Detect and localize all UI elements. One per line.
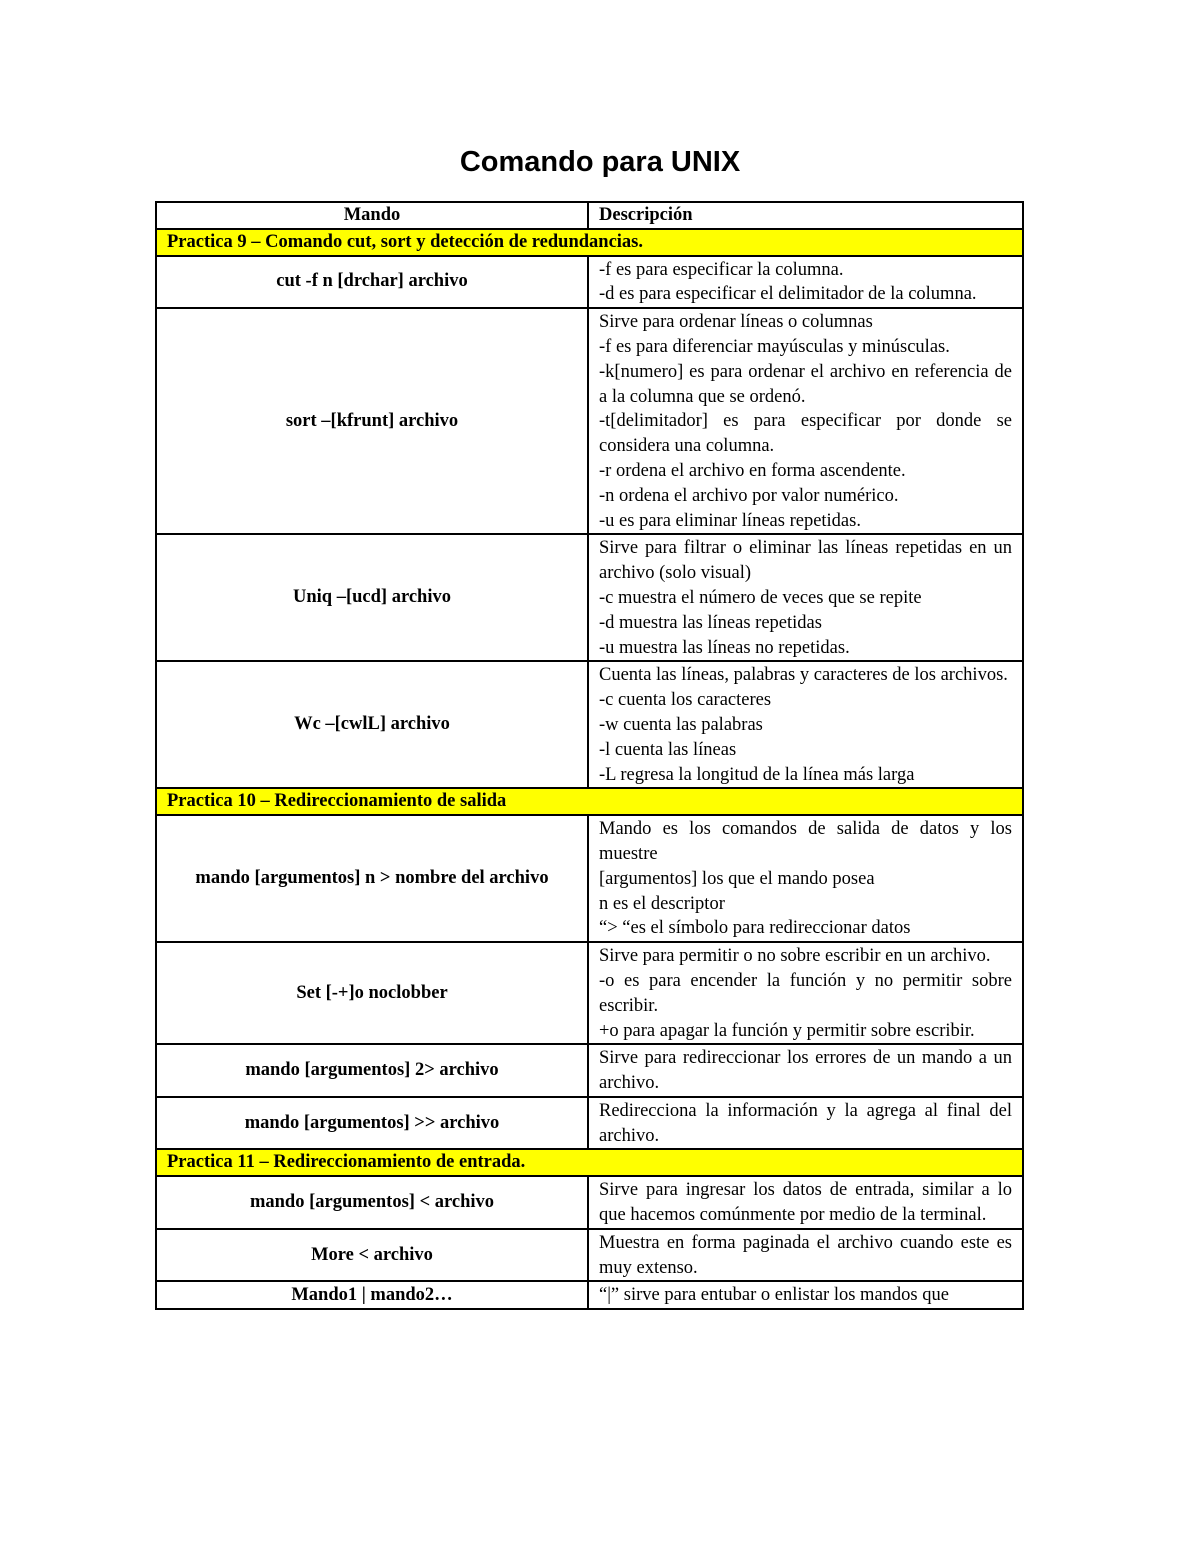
column-header-description: Descripción (588, 202, 1023, 229)
section-row (156, 1149, 1023, 1176)
table-row (156, 1281, 1023, 1309)
description-line: Muestra en forma paginada el archivo cuando este es muy extenso. (599, 1232, 1012, 1278)
section-heading: Practica 11 – Redireccionamiento de entrada. (156, 1149, 1023, 1176)
description-cell (588, 308, 1023, 534)
description-line: -u muestra las líneas no repetidas. (599, 637, 850, 658)
description-line: Cuenta las líneas, palabras y caracteres de los archivos. (599, 665, 1008, 686)
description-line: Redirecciona la información y la agrega al final del archivo. (599, 1100, 1012, 1146)
section-row (156, 229, 1023, 256)
description-line: -n ordena el archivo por valor numérico. (599, 485, 899, 506)
description-line: -w cuenta las palabras (599, 714, 763, 735)
description-line: [argumentos] los que el mando posea (599, 868, 875, 889)
description-line: Sirve para redireccionar los errores de un mando a un archivo. (599, 1048, 1012, 1094)
description-line: -c cuenta los caracteres (599, 690, 772, 711)
command-cell: cut -f n [drchar] archivo (156, 256, 588, 309)
description-cell (588, 1229, 1023, 1282)
section-heading: Practica 9 – Comando cut, sort y detección de redundancias. (156, 229, 1023, 256)
column-header-command: Mando (156, 202, 588, 229)
description-line: -u es para eliminar líneas repetidas. (599, 510, 861, 531)
command-table-body (156, 202, 1023, 1309)
command-cell: mando [argumentos] < archivo (156, 1176, 588, 1229)
command-cell: Wc –[cwlL] archivo (156, 661, 588, 788)
table-row (156, 942, 1023, 1044)
command-cell: Set [-+]o noclobber (156, 942, 588, 1044)
description-line: “> “es el símbolo para redireccionar datos (599, 918, 911, 939)
command-cell: More < archivo (156, 1229, 588, 1282)
table-row (156, 1097, 1023, 1150)
description-line: Sirve para ordenar líneas o columnas (599, 312, 873, 333)
description-line: -d es para especificar el delimitador de la columna. (599, 284, 977, 305)
description-line: -t[delimitador] es para especificar por donde se considera una columna. (599, 411, 1012, 457)
description-line: Mando es los comandos de salida de datos y los muestre (599, 819, 1012, 864)
section-heading: Practica 10 – Redireccionamiento de salida (156, 788, 1023, 815)
description-cell (588, 1281, 1023, 1309)
command-cell: sort –[kfrunt] archivo (156, 308, 588, 534)
description-cell (588, 1044, 1023, 1097)
description-line: +o para apagar la función y permitir sobre escribir. (599, 1020, 975, 1041)
command-table (155, 201, 1024, 1310)
description-line: -o es para encender la función y no permitir sobre escribir. (599, 970, 1012, 1016)
table-row (156, 308, 1023, 534)
description-cell (588, 256, 1023, 309)
description-cell (588, 1176, 1023, 1229)
table-row (156, 1176, 1023, 1229)
description-cell (588, 1097, 1023, 1150)
command-cell: Uniq –[ucd] archivo (156, 534, 588, 661)
table-row (156, 1044, 1023, 1097)
description-line: -r ordena el archivo en forma ascendente. (599, 460, 906, 481)
description-line: n es el descriptor (599, 893, 725, 914)
table-row (156, 815, 1023, 942)
table-row (156, 661, 1023, 788)
command-cell: mando [argumentos] >> archivo (156, 1097, 588, 1150)
description-line: Sirve para permitir o no sobre escribir en un archivo. (599, 946, 991, 967)
description-line: -L regresa la longitud de la línea más larga (599, 764, 915, 785)
description-line: -f es para especificar la columna. (599, 259, 844, 280)
description-cell (588, 942, 1023, 1044)
description-cell (588, 815, 1023, 942)
description-line: “|” sirve para entubar o enlistar los mandos que (599, 1285, 949, 1306)
description-line: -f es para diferenciar mayúsculas y minúsculas. (599, 336, 950, 357)
command-cell: mando [argumentos] 2> archivo (156, 1044, 588, 1097)
command-cell: mando [argumentos] n > nombre del archivo (156, 815, 588, 942)
description-line: -k[numero] es para ordenar el archivo en referencia de a la columna que se ordenó. (599, 361, 1012, 407)
description-line: -l cuenta las líneas (599, 739, 737, 760)
table-row (156, 534, 1023, 661)
command-cell: Mando1 | mando2… (156, 1281, 588, 1309)
description-line: -d muestra las líneas repetidas (599, 612, 822, 633)
description-line: Sirve para filtrar o eliminar las líneas repetidas en un archivo (solo visual) (599, 538, 1012, 584)
description-cell (588, 534, 1023, 661)
description-line: Sirve para ingresar los datos de entrada, similar a lo que hacemos comúnmente por medio de la terminal. (599, 1180, 1012, 1226)
description-cell (588, 661, 1023, 788)
table-row (156, 256, 1023, 309)
table-header-row (156, 202, 1023, 229)
table-row (156, 1229, 1023, 1282)
section-row (156, 788, 1023, 815)
description-line: -c muestra el número de veces que se repite (599, 587, 922, 608)
document-title: Comando para UNIX (459, 146, 741, 178)
